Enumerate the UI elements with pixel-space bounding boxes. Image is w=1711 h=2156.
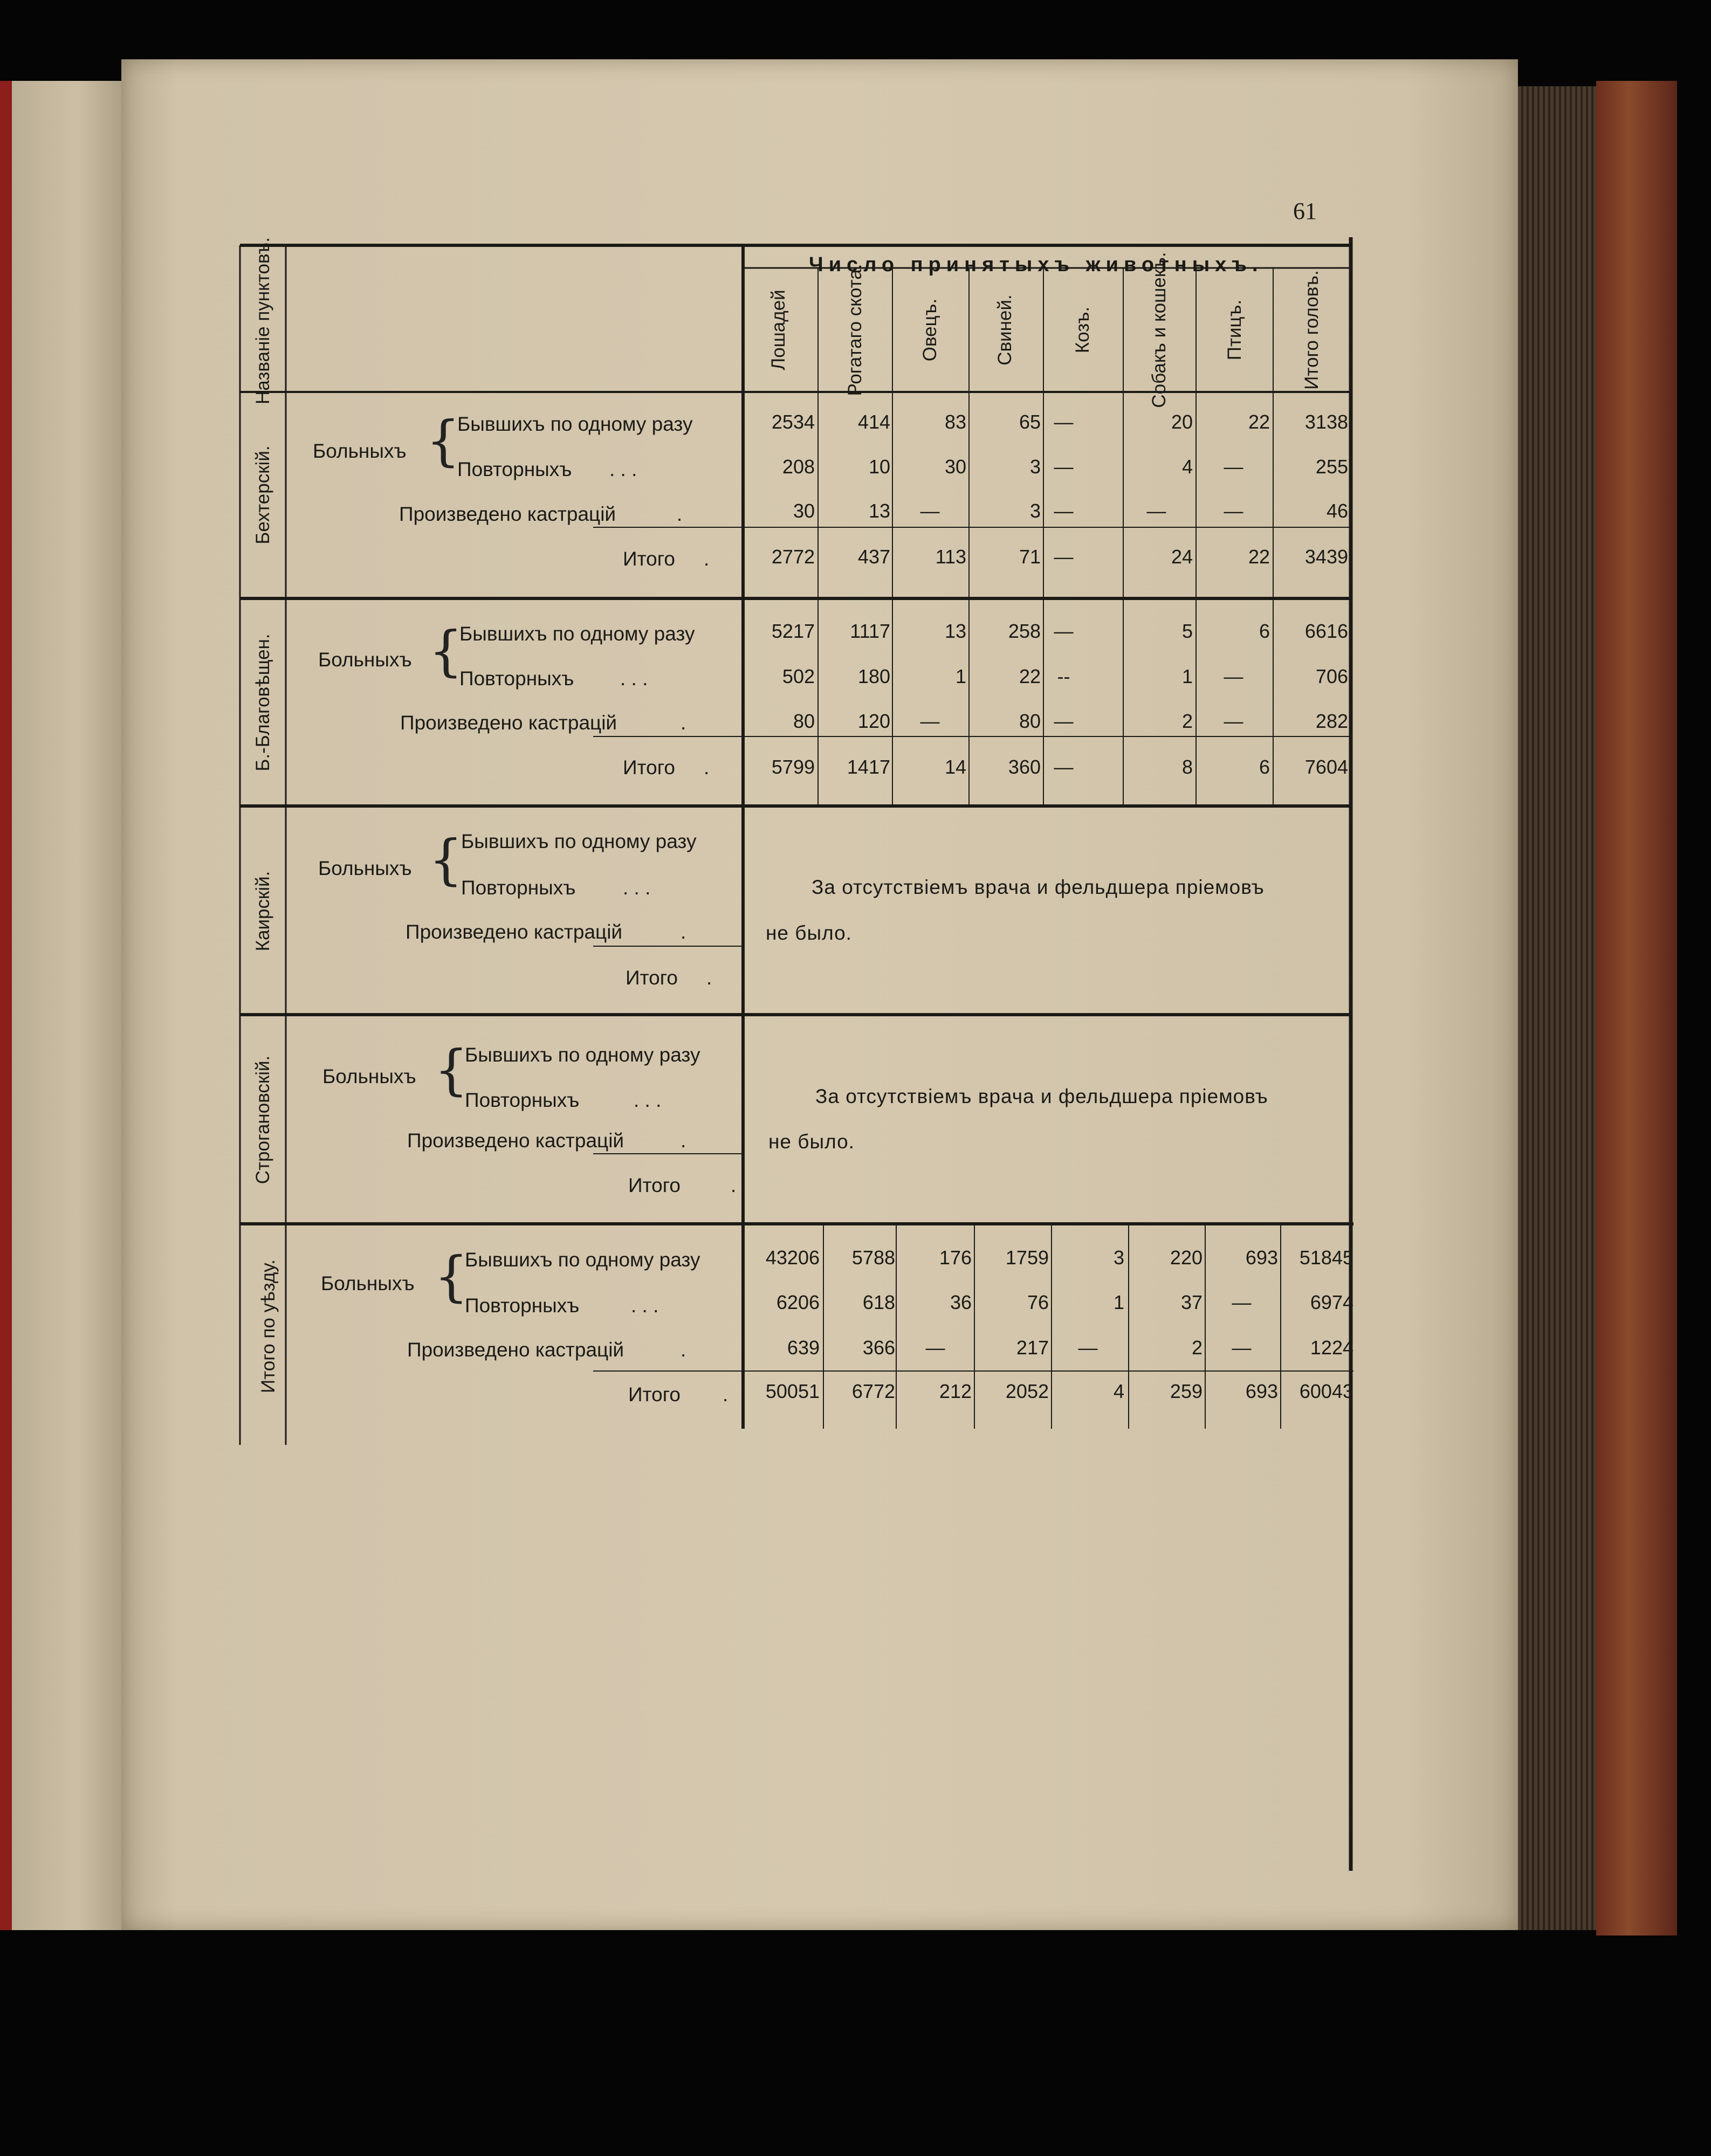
table-cell: — (1054, 456, 1074, 478)
table-cell: 618 (862, 1291, 895, 1313)
table-cell: 5217 (771, 620, 815, 642)
table-cell: 60043 (1299, 1380, 1353, 1402)
dots: . . . (631, 1294, 659, 1317)
table-cell: 37 (1180, 1291, 1202, 1313)
label-bolnykh: Больныхъ (313, 440, 407, 462)
table-cell: 10 (868, 456, 890, 478)
table-cell: 3439 (1304, 546, 1348, 568)
label-kastratsiy: Произведено кастрацій (407, 1129, 624, 1152)
dots: . (681, 1339, 686, 1361)
label-bolnykh: Больныхъ (318, 857, 412, 879)
table-cell: 83 (944, 411, 966, 433)
table-cell: — (1224, 456, 1243, 478)
brace: { (429, 828, 463, 891)
column-header: Овецъ. (919, 298, 940, 362)
label-itogo: Итого (626, 967, 678, 989)
table-cell: 43206 (765, 1246, 820, 1269)
section-name: Бехтерскій. (252, 445, 273, 545)
brace: { (429, 619, 463, 683)
table-cell: 6 (1259, 756, 1270, 778)
table-cell: 24 (1171, 546, 1193, 568)
column-header: Лошадей (767, 290, 789, 370)
label-kastratsiy: Произведено кастрацій (406, 921, 623, 943)
label-povtornykh: Повторныхъ (465, 1294, 580, 1317)
table-cell: 7604 (1304, 756, 1348, 778)
column-header: Собакъ и кошекъ. (1148, 252, 1170, 408)
table-cell: — (1054, 411, 1074, 433)
table-cell: 3 (1029, 456, 1041, 478)
table-cell: 8 (1181, 756, 1193, 778)
table-cell: 360 (1008, 756, 1041, 778)
table-cell: 65 (1019, 411, 1041, 433)
table-cell: 2772 (771, 546, 815, 568)
table-cell: 4 (1181, 456, 1193, 478)
dots: . . . (623, 877, 651, 899)
table-cell: — (920, 710, 940, 732)
dots: . (677, 503, 683, 525)
punkt-column-header: Названіе пунктовъ. (252, 237, 273, 404)
table-cell: — (1054, 500, 1074, 522)
label-povtornykh: Повторныхъ (457, 458, 572, 480)
table-cell: 22 (1019, 665, 1041, 687)
table-cell: 639 (787, 1337, 820, 1359)
column-header: Свиней. (994, 294, 1015, 366)
dots: . . . (620, 667, 648, 690)
table-cell: 71 (1019, 546, 1041, 568)
table-cell: 2 (1181, 710, 1193, 732)
dots: . (723, 1383, 729, 1406)
label-bolnykh: Больныхъ (321, 1272, 415, 1294)
label-byvshikh: Бывшихъ по одному разу (459, 623, 695, 645)
dots: . (704, 756, 710, 779)
table-cell: 208 (782, 456, 815, 478)
table-cell: 693 (1245, 1246, 1278, 1269)
table-cell: 6974 (1310, 1291, 1353, 1313)
label-itogo: Итого (628, 1174, 681, 1196)
label-byvshikh: Бывшихъ по одному разу (465, 1249, 700, 1271)
table-cell: 14 (944, 756, 966, 778)
table-cell: — (1054, 756, 1074, 778)
table-cell: 50051 (765, 1380, 820, 1402)
table-cell: 20 (1171, 411, 1193, 433)
table-cell: 2 (1191, 1337, 1202, 1359)
section-name: Строгановскій. (252, 1055, 273, 1184)
section-name: Итого по уѣзду. (257, 1259, 279, 1393)
table-cell: 1 (955, 665, 966, 687)
label-kastratsiy: Произведено кастрацій (399, 503, 616, 525)
table-cell: — (1146, 500, 1166, 522)
table-cell: — (1054, 620, 1074, 642)
no-reception-message-2: не было. (766, 922, 852, 944)
table-cell: 3 (1029, 500, 1041, 522)
dots: . . . (609, 458, 637, 480)
table-cell: 5 (1181, 620, 1193, 642)
no-reception-message: За отсутствіемъ врача и фельдшера пріемовъ (812, 876, 1265, 898)
table-cell: 5799 (771, 756, 815, 778)
label-kastratsiy: Произведено кастрацій (400, 712, 617, 734)
no-reception-message-2: не было. (768, 1131, 855, 1153)
table-cell: — (920, 500, 940, 522)
section-name: Каирскій. (252, 871, 273, 952)
table-cell: 1417 (847, 756, 890, 778)
table-cell: 180 (857, 665, 890, 687)
table-cell: 6616 (1304, 620, 1348, 642)
table-cell: 120 (857, 710, 890, 732)
table-cell: 282 (1315, 710, 1348, 732)
dots: . (706, 967, 712, 989)
table-cell: 255 (1315, 456, 1348, 478)
table-cell: 1759 (1005, 1246, 1049, 1269)
column-header: Итого головъ. (1301, 270, 1322, 390)
table-title: Число принятыхъ животныхъ. (809, 253, 1263, 276)
no-reception-message: За отсутствіемъ врача и фельдшера пріемовъ (815, 1085, 1268, 1107)
label-byvshikh: Бывшихъ по одному разу (465, 1044, 700, 1066)
table-cell: — (1054, 710, 1074, 732)
table-cell: 217 (1016, 1337, 1049, 1359)
label-povtornykh: Повторныхъ (465, 1089, 580, 1111)
table-cell: 220 (1170, 1246, 1202, 1269)
table-cell: — (925, 1337, 945, 1359)
brace: { (434, 1245, 469, 1308)
table-cell: 46 (1326, 500, 1348, 522)
label-bolnykh: Больныхъ (322, 1065, 416, 1087)
table-cell: 6 (1259, 620, 1270, 642)
table-cell: 1117 (850, 620, 890, 642)
dots: . . . (634, 1089, 662, 1111)
label-itogo: Итого (628, 1383, 681, 1406)
table-cell: 176 (939, 1246, 972, 1269)
table-cell: 3138 (1304, 411, 1348, 433)
brace: { (426, 409, 461, 472)
table-cell: 437 (857, 546, 890, 568)
label-kastratsiy: Произведено кастрацій (407, 1339, 624, 1361)
table-cell: 80 (793, 710, 815, 732)
column-header: Птицъ. (1224, 299, 1245, 361)
table-cell: — (1078, 1337, 1098, 1359)
page-number: 61 (1293, 198, 1317, 224)
table-cell: 80 (1019, 710, 1041, 732)
label-bolnykh: Больныхъ (318, 649, 412, 671)
dots: . (681, 921, 686, 943)
label-povtornykh: Повторныхъ (461, 877, 576, 899)
table-cell: 30 (944, 456, 966, 478)
label-povtornykh: Повторныхъ (459, 667, 574, 690)
table-cell: 76 (1027, 1291, 1049, 1313)
table-cell: 113 (935, 546, 966, 568)
table-cell: 36 (950, 1291, 972, 1313)
dots: . (704, 548, 710, 570)
dots: . (681, 712, 686, 734)
table-cell: 22 (1248, 546, 1270, 568)
table-cell: 414 (857, 411, 890, 433)
table-cell: 259 (1170, 1380, 1202, 1402)
table-cell: 6206 (776, 1291, 820, 1313)
table-cell: 258 (1008, 620, 1041, 642)
label-byvshikh: Бывшихъ по одному разу (457, 413, 693, 435)
column-header: Рогатаго скота. (844, 264, 865, 396)
table-cell: 30 (793, 500, 815, 522)
table-cell: 706 (1315, 665, 1348, 687)
table-cell: 5788 (851, 1246, 895, 1269)
table-cell: 502 (782, 665, 815, 687)
table-cell: — (1054, 546, 1074, 568)
dots: . (731, 1174, 737, 1196)
table-cell: 51845 (1299, 1246, 1353, 1269)
table-cell: 3 (1113, 1246, 1124, 1269)
table-cell: 22 (1248, 411, 1270, 433)
table-cell: 366 (862, 1337, 895, 1359)
table-cell: 1 (1113, 1291, 1124, 1313)
table-cell: 2052 (1005, 1380, 1049, 1402)
table-cell: 212 (939, 1380, 972, 1402)
label-byvshikh: Бывшихъ по одному разу (461, 830, 697, 852)
table-cell: 4 (1113, 1380, 1124, 1402)
label-itogo: Итого (623, 756, 675, 779)
table-cell: 13 (868, 500, 890, 522)
table-cell: — (1232, 1291, 1252, 1313)
dots: . (681, 1129, 686, 1152)
table-cell: 1224 (1310, 1337, 1353, 1359)
table-cell: 1 (1181, 665, 1193, 687)
label-itogo: Итого (623, 548, 675, 570)
column-header: Козъ. (1071, 306, 1093, 354)
table-cell: — (1224, 710, 1243, 732)
table-cell: — (1232, 1337, 1252, 1359)
table-cell: 693 (1245, 1380, 1278, 1402)
table-cell: 6772 (851, 1380, 895, 1402)
table-cell: — (1224, 665, 1243, 687)
table-cell: 2534 (771, 411, 815, 433)
table-cell: — (1224, 500, 1243, 522)
table-cell: 13 (944, 620, 966, 642)
table-cell: -- (1057, 665, 1070, 687)
section-name: Б.-Благовѣщен. (252, 633, 273, 772)
brace: { (434, 1038, 469, 1101)
